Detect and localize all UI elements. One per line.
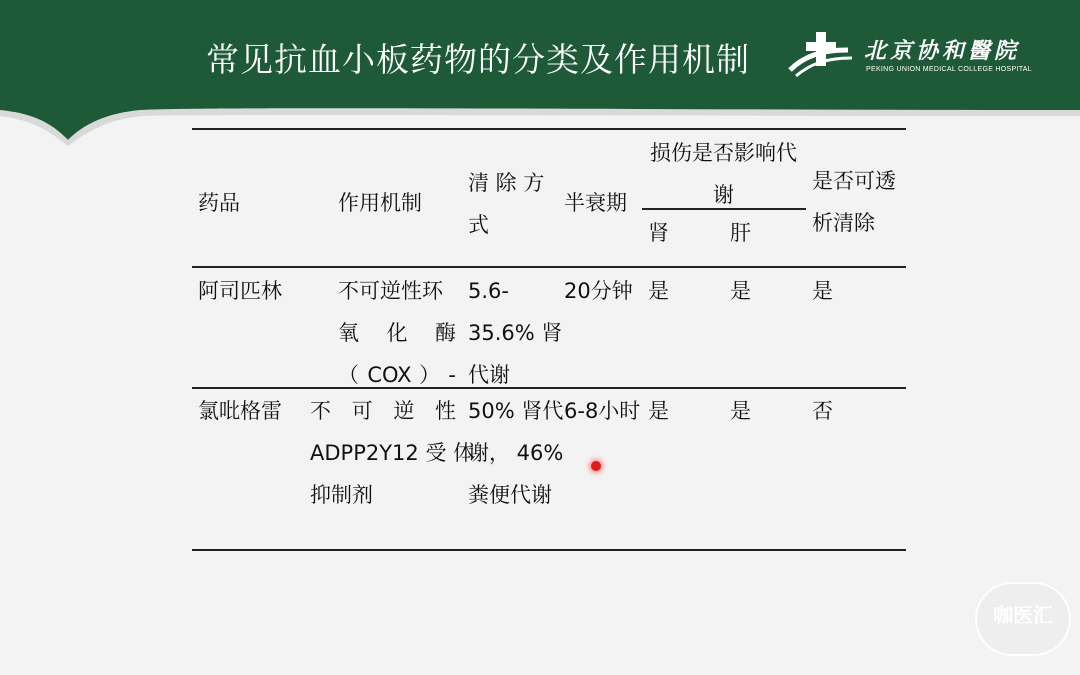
- row1-mechanism-line2: 氧 化 酶: [338, 321, 456, 345]
- drug-table: [192, 128, 906, 552]
- header-clearance-line2: 式: [468, 213, 489, 237]
- table-row-rule: [192, 387, 906, 389]
- row1-clearance-line2: 35.6% 肾: [468, 321, 563, 345]
- row2-drug: 氯吡格雷: [198, 399, 282, 423]
- row1-dialysis: 是: [812, 279, 833, 303]
- row1-clearance-line3: 代谢: [468, 363, 510, 387]
- row2-mechanism-line2: ADPP2Y12 受 体: [310, 441, 475, 465]
- header-dialysis-line1: 是否可透: [812, 169, 896, 193]
- row2-dialysis: 否: [812, 399, 833, 423]
- table-header-rule: [192, 266, 906, 268]
- row1-drug: 阿司匹林: [198, 279, 282, 303]
- header-dialysis-line2: 析清除: [812, 211, 875, 235]
- row1-half-life: 20分钟: [564, 279, 633, 303]
- laser-pointer-dot: [591, 461, 601, 471]
- header-damage-line1: 损伤是否影响代: [650, 141, 797, 165]
- row1-kidney: 是: [648, 279, 669, 303]
- header-liver: 肝: [730, 221, 751, 245]
- logo-english-name: PEKING UNION MEDICAL COLLEGE HOSPITAL: [866, 66, 1032, 73]
- row1-mechanism-line1: 不可逆性环: [338, 279, 443, 303]
- hospital-emblem-icon: [786, 30, 856, 80]
- slide-title: 常见抗血小板药物的分类及作用机制: [206, 40, 750, 79]
- row2-mechanism-line1: 不 可 逆 性: [310, 399, 456, 423]
- row1-liver: 是: [730, 279, 751, 303]
- header-damage-line2: 谢: [713, 183, 734, 207]
- row2-clearance-line3: 粪便代谢: [468, 483, 552, 507]
- watermark-logo: 咖医汇: [975, 582, 1071, 656]
- row1-mechanism-line3: （ COX ） -: [338, 363, 456, 387]
- row2-clearance-line2: 谢， 46%: [468, 441, 564, 465]
- hospital-logo: [786, 30, 1036, 80]
- header-kidney: 肾: [648, 221, 669, 245]
- table-bottom-rule: [192, 549, 906, 551]
- header-clearance-line1: 清 除 方: [468, 171, 545, 195]
- logo-chinese-name: 北京协和醫院: [864, 38, 1021, 64]
- table-top-rule: [192, 128, 906, 130]
- row2-mechanism-line3: 抑制剂: [310, 483, 373, 507]
- row2-clearance-line1: 50% 肾代: [468, 399, 564, 423]
- header-half-life: 半衰期: [564, 191, 627, 215]
- header-mechanism: 作用机制: [338, 191, 422, 215]
- row2-kidney: 是: [648, 399, 669, 423]
- header-drug: 药品: [198, 191, 240, 215]
- row1-clearance-line1: 5.6-: [468, 279, 509, 303]
- row2-liver: 是: [730, 399, 751, 423]
- row2-half-life: 6-8小时: [564, 399, 641, 423]
